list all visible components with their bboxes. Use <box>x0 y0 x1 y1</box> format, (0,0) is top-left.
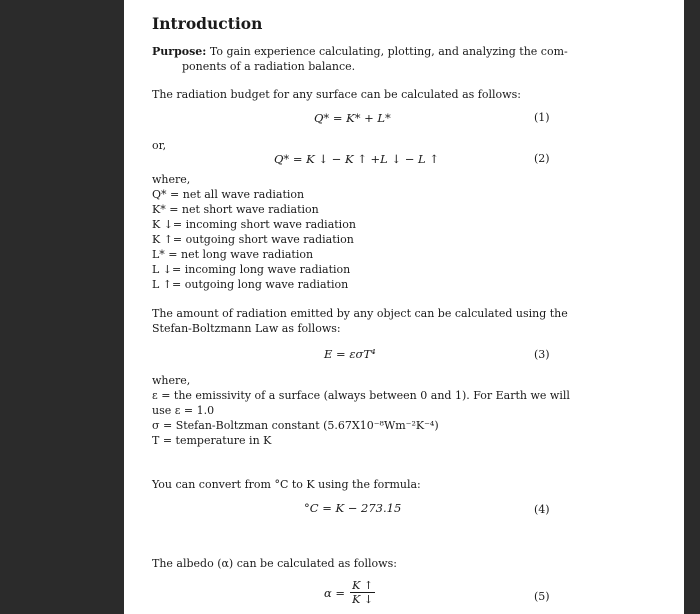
where-label-2: where, <box>152 374 191 387</box>
equation-5-lhs: α = <box>324 586 346 600</box>
definition-item: L ↓= incoming long wave radiation <box>152 263 351 276</box>
equation-1: Q* = K* + L* <box>314 111 391 125</box>
equation-5-number: (5) <box>534 590 550 603</box>
purpose-line-2: ponents of a radiation balance. <box>182 60 356 73</box>
definition-item: K ↑= outgoing short wave radiation <box>152 233 354 246</box>
budget-intro: The radiation budget for any surface can be calculated as follows: <box>152 88 521 101</box>
epsilon-definition-1: ε = the emissivity of a surface (always between 0 and 1). For Earth we will <box>152 389 570 402</box>
fraction-denominator: K ↓ <box>352 593 374 606</box>
equation-3: E = εσT⁴ <box>324 347 376 361</box>
albedo-text: The albedo (α) can be calculated as follows: <box>152 557 397 570</box>
definition-item: Q* = net all wave radiation <box>152 188 305 201</box>
stefan-line-2: Stefan-Boltzmann Law as follows: <box>152 322 341 335</box>
temperature-definition: T = temperature in K <box>152 434 272 447</box>
document-page <box>124 0 684 614</box>
equation-4-number: (4) <box>534 503 550 516</box>
definition-item: K ↓= incoming short wave radiation <box>152 218 356 231</box>
where-label: where, <box>152 173 191 186</box>
stefan-line-1: The amount of radiation emitted by any object can be calculated using the <box>152 307 568 320</box>
or-text: or, <box>152 139 167 152</box>
section-heading: Introduction <box>152 14 263 33</box>
purpose-label: Purpose: <box>152 45 207 58</box>
definition-item: L ↑= outgoing long wave radiation <box>152 278 349 291</box>
purpose-line-1 <box>152 45 568 59</box>
equation-2-number: (2) <box>534 152 550 165</box>
definition-item: K* = net short wave radiation <box>152 203 319 216</box>
convert-text: You can convert from °C to K using the formula: <box>152 478 421 491</box>
epsilon-definition-2: use ε = 1.0 <box>152 404 215 417</box>
albedo-fraction <box>350 579 375 606</box>
equation-4: °C = K − 273.15 <box>304 501 402 515</box>
purpose-text-1: To gain experience calculating, plotting, and analyzing the com- <box>209 45 568 58</box>
definitions-list <box>152 187 356 292</box>
equation-2: Q* = K ↓ − K ↑ +L ↓ − L ↑ <box>274 152 439 166</box>
equation-3-number: (3) <box>534 348 550 361</box>
equation-5 <box>324 579 375 606</box>
fraction-numerator: K ↑ <box>352 579 374 592</box>
sigma-definition: σ = Stefan-Boltzman constant (5.67X10⁻⁸Wm⁻²K⁻⁴) <box>152 419 439 432</box>
definition-item: L* = net long wave radiation <box>152 248 314 261</box>
equation-1-number: (1) <box>534 111 550 124</box>
